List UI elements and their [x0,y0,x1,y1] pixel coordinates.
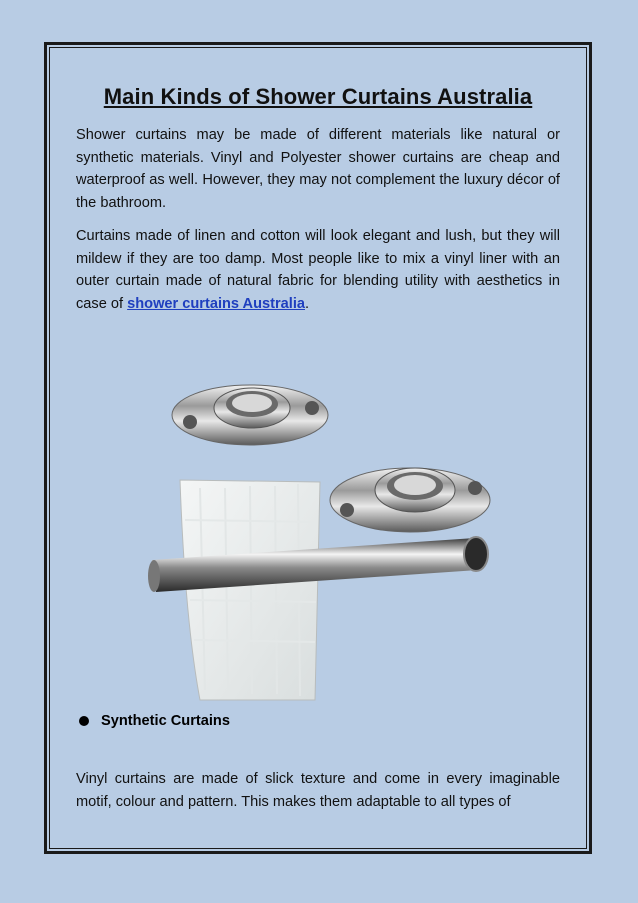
shower-hardware-image [140,370,510,720]
bullet-label: Synthetic Curtains [101,713,230,729]
paragraph-linen-cotton-text: Curtains made of linen and cotton will look elegant and lush, but they will mildew if they are too damp. Most people like to mix a vinyl liner with an outer curtain made of natural fabric for blending utility with aesthetics in case of [76,228,560,312]
curtain-fabric-illustration [180,480,320,700]
paragraph-vinyl: Vinyl curtains are made of slick texture and come in every imaginable motif, colour and pattern. This makes them adaptable to all types of [76,771,560,810]
link-suffix: . [305,295,310,312]
bullet-synthetic-curtains [76,713,560,729]
bullet-dot-icon [79,716,89,726]
bracket-right-illustration [330,468,490,532]
shower-curtains-link[interactable]: shower curtains Australia [127,295,306,312]
paragraph-materials: Shower curtains may be made of different materials like natural or synthetic materials. Vinyl and Polyester shower curtains are cheap and waterproof as well. However, they may not complement the luxury décor of the bathroom. [76,127,560,211]
paragraph-linen-cotton [76,225,560,315]
bracket-left-illustration [172,385,328,445]
page-title: Main Kinds of Shower Curtains Australia [103,84,533,109]
document-body [76,84,560,326]
